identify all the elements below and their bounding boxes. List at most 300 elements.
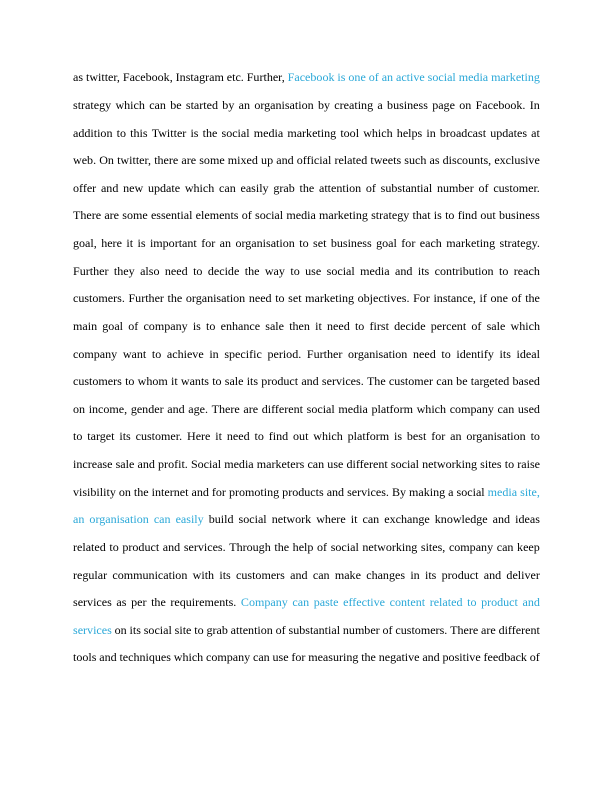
word: for bbox=[201, 236, 216, 251]
word: identify bbox=[456, 346, 494, 361]
word: social bbox=[456, 484, 485, 499]
word: to bbox=[354, 318, 365, 333]
word: product bbox=[122, 539, 160, 554]
highlighted-word: of bbox=[368, 70, 379, 85]
word: ideal bbox=[516, 346, 540, 361]
word: networking bbox=[362, 539, 418, 554]
word: also bbox=[140, 263, 160, 278]
word: company bbox=[143, 318, 188, 333]
word: sites bbox=[480, 457, 502, 472]
word: percent bbox=[430, 318, 467, 333]
word: to bbox=[498, 263, 509, 278]
highlighted-word: can bbox=[292, 595, 310, 610]
highlighted-word: and bbox=[522, 595, 540, 610]
word: of bbox=[317, 539, 328, 554]
word: which bbox=[416, 401, 447, 416]
word: if bbox=[479, 291, 487, 306]
word: and bbox=[137, 457, 155, 472]
word: Further bbox=[128, 291, 164, 306]
word: There bbox=[211, 401, 240, 416]
word: For bbox=[413, 291, 430, 306]
word: wants bbox=[180, 374, 209, 389]
word: number bbox=[342, 622, 380, 637]
word: attention bbox=[230, 622, 273, 637]
word: can bbox=[219, 180, 236, 195]
word: related bbox=[334, 153, 368, 168]
text-line bbox=[73, 92, 540, 120]
word: customer. bbox=[135, 429, 183, 444]
word: as bbox=[73, 70, 84, 85]
word: which bbox=[173, 650, 204, 665]
word: easily bbox=[240, 180, 269, 195]
highlighted-word: services bbox=[73, 622, 112, 637]
word: twitter, bbox=[85, 70, 120, 85]
text-line bbox=[73, 478, 540, 506]
text-line bbox=[73, 313, 540, 341]
word: it bbox=[315, 318, 322, 333]
highlighted-word: media bbox=[487, 484, 518, 499]
word: and bbox=[162, 539, 181, 554]
word: marketing bbox=[305, 291, 355, 306]
word: services. bbox=[347, 484, 389, 499]
word: site bbox=[174, 622, 192, 637]
word: started bbox=[185, 97, 218, 112]
word: up bbox=[261, 153, 274, 168]
word: social bbox=[330, 539, 359, 554]
word: customer bbox=[388, 374, 434, 389]
word: can bbox=[149, 97, 166, 112]
word: they bbox=[113, 263, 135, 278]
word: mixed bbox=[227, 153, 258, 168]
word: the bbox=[274, 539, 290, 554]
highlighted-word: an bbox=[73, 512, 85, 527]
word: of bbox=[382, 622, 393, 637]
word: are bbox=[104, 208, 120, 223]
highlighted-word: effective bbox=[343, 595, 386, 610]
word: Twitter bbox=[151, 125, 187, 140]
word: media bbox=[286, 208, 316, 223]
word: to bbox=[194, 622, 204, 637]
word: requirements. bbox=[170, 595, 237, 610]
word: decide bbox=[207, 263, 240, 278]
word: at bbox=[531, 125, 540, 140]
word: its bbox=[424, 567, 437, 582]
word: there bbox=[154, 153, 179, 168]
text-line bbox=[73, 368, 540, 396]
word: an bbox=[219, 236, 232, 251]
word: changes bbox=[366, 567, 406, 582]
word: use bbox=[305, 263, 322, 278]
text-line bbox=[73, 589, 540, 617]
highlighted-word: Facebook bbox=[287, 70, 335, 85]
word: then bbox=[289, 318, 310, 333]
word: set bbox=[288, 291, 302, 306]
word: On bbox=[99, 153, 114, 168]
word: etc. bbox=[226, 70, 244, 85]
word: social bbox=[326, 263, 355, 278]
word: are bbox=[181, 153, 197, 168]
word: Social bbox=[190, 457, 222, 472]
text-line bbox=[73, 230, 540, 258]
highlighted-word: to bbox=[467, 595, 477, 610]
word: need bbox=[248, 291, 272, 306]
word: product bbox=[441, 567, 479, 582]
word: creating bbox=[334, 97, 374, 112]
word: and bbox=[301, 374, 319, 389]
word: its bbox=[129, 622, 141, 637]
word: enhance bbox=[220, 318, 261, 333]
highlighted-word: related bbox=[429, 595, 463, 610]
word: exclusive bbox=[494, 153, 540, 168]
word: are bbox=[243, 401, 259, 416]
word: its bbox=[119, 429, 131, 444]
word: substantial bbox=[380, 180, 433, 195]
word: services bbox=[73, 595, 112, 610]
word: measuring bbox=[308, 650, 359, 665]
word: which bbox=[184, 180, 215, 195]
word: a bbox=[377, 97, 383, 112]
word: and bbox=[276, 153, 294, 168]
word: to bbox=[109, 539, 119, 554]
word: need bbox=[226, 429, 250, 444]
word: by bbox=[222, 97, 235, 112]
word: business bbox=[387, 97, 428, 112]
word: twitter, bbox=[117, 153, 152, 168]
word: to bbox=[290, 263, 300, 278]
word: targeted bbox=[470, 374, 510, 389]
word: deliver bbox=[506, 567, 540, 582]
word: network bbox=[271, 512, 312, 527]
word: media bbox=[338, 401, 368, 416]
word: organisation bbox=[185, 291, 246, 306]
word: some bbox=[199, 153, 225, 168]
word: tools bbox=[73, 650, 97, 665]
word: elements bbox=[195, 208, 239, 223]
word: addition bbox=[73, 125, 113, 140]
word: promoting bbox=[228, 484, 280, 499]
word: media bbox=[224, 457, 254, 472]
word: marketing bbox=[319, 208, 368, 223]
word: on bbox=[459, 97, 472, 112]
word: number bbox=[436, 180, 474, 195]
word: out bbox=[293, 429, 309, 444]
word: grab bbox=[206, 622, 228, 637]
word: the bbox=[361, 650, 376, 665]
word: here bbox=[101, 236, 122, 251]
text-line bbox=[73, 423, 540, 451]
word: to bbox=[212, 374, 222, 389]
word: strategy bbox=[73, 97, 112, 112]
word: find bbox=[268, 429, 289, 444]
word: sale bbox=[265, 318, 284, 333]
word: keep bbox=[517, 539, 540, 554]
word: platform bbox=[371, 401, 413, 416]
word: and bbox=[326, 484, 345, 499]
highlighted-word: organisation bbox=[89, 512, 149, 527]
word: of bbox=[529, 650, 540, 665]
word: and bbox=[191, 484, 209, 499]
text-line bbox=[73, 451, 540, 479]
word: company bbox=[448, 539, 494, 554]
highlighted-word: product bbox=[481, 595, 518, 610]
word: strategy. bbox=[499, 236, 540, 251]
word: offer bbox=[73, 180, 97, 195]
word: can bbox=[497, 401, 515, 416]
word: Here bbox=[187, 429, 211, 444]
word: company bbox=[206, 650, 251, 665]
word: for bbox=[291, 650, 306, 665]
word: is bbox=[192, 318, 201, 333]
word: tool bbox=[340, 125, 360, 140]
word: which bbox=[510, 318, 540, 333]
word: find bbox=[457, 208, 478, 223]
highlighted-word: paste bbox=[313, 595, 339, 610]
word: different bbox=[261, 401, 304, 416]
word: to bbox=[530, 429, 540, 444]
highlighted-word: can bbox=[153, 512, 171, 527]
word: the bbox=[133, 484, 149, 499]
word: gender bbox=[130, 401, 164, 416]
text-line bbox=[73, 617, 540, 645]
word: company bbox=[73, 346, 118, 361]
word: and bbox=[492, 512, 511, 527]
word: period. bbox=[267, 346, 302, 361]
word: profit. bbox=[158, 457, 188, 472]
text-line bbox=[73, 534, 540, 562]
word: as bbox=[429, 153, 440, 168]
text-line bbox=[73, 644, 540, 672]
word: can bbox=[436, 374, 453, 389]
word: sale bbox=[224, 374, 244, 389]
highlighted-word: active bbox=[395, 70, 425, 85]
word: essential bbox=[150, 208, 193, 223]
word: page bbox=[432, 97, 455, 112]
word: positive bbox=[442, 650, 481, 665]
word: to bbox=[275, 291, 285, 306]
word: on bbox=[114, 622, 127, 637]
word: of bbox=[275, 622, 286, 637]
word: sale bbox=[486, 318, 506, 333]
word: sites, bbox=[420, 539, 446, 554]
word: per bbox=[131, 595, 147, 610]
word: be bbox=[456, 374, 468, 389]
word: in bbox=[209, 346, 219, 361]
word: customers bbox=[73, 374, 122, 389]
word: its bbox=[219, 567, 231, 582]
word: organisation bbox=[466, 429, 526, 444]
word: out bbox=[480, 208, 496, 223]
word: raise bbox=[517, 457, 540, 472]
word: can bbox=[252, 650, 270, 665]
word: new bbox=[123, 180, 144, 195]
word: Through bbox=[229, 539, 271, 554]
word: social bbox=[238, 512, 267, 527]
word: Further, bbox=[246, 70, 285, 85]
word: can bbox=[307, 457, 325, 472]
word: on bbox=[118, 484, 131, 499]
word: different bbox=[498, 622, 540, 637]
word: to bbox=[504, 457, 515, 472]
highlighted-word: an bbox=[381, 70, 394, 85]
word: whom bbox=[137, 374, 168, 389]
word: regular bbox=[73, 567, 108, 582]
word: the bbox=[244, 263, 260, 278]
word: it bbox=[126, 236, 134, 251]
word: organisation bbox=[235, 236, 295, 251]
word: and bbox=[395, 263, 413, 278]
word: techniques bbox=[119, 650, 171, 665]
word: the bbox=[202, 125, 218, 140]
word: some bbox=[122, 208, 148, 223]
word: ideas bbox=[515, 512, 540, 527]
word: goal, bbox=[73, 236, 97, 251]
word: first bbox=[369, 318, 389, 333]
word: an bbox=[238, 97, 251, 112]
word: make bbox=[334, 567, 361, 582]
word: media bbox=[360, 263, 390, 278]
word: is bbox=[137, 236, 146, 251]
word: decide bbox=[394, 318, 426, 333]
word: of bbox=[511, 291, 522, 306]
word: to bbox=[125, 374, 135, 389]
word: and bbox=[167, 401, 185, 416]
word: visibility bbox=[73, 484, 116, 499]
word: a bbox=[448, 484, 454, 499]
word: instance, bbox=[433, 291, 476, 306]
word: grab bbox=[273, 180, 295, 195]
word: achieve bbox=[166, 346, 204, 361]
word: way bbox=[264, 263, 285, 278]
word: and bbox=[100, 180, 119, 195]
word: to bbox=[445, 208, 455, 223]
word: customer. bbox=[493, 180, 540, 195]
word: its bbox=[499, 346, 511, 361]
word: such bbox=[404, 153, 427, 168]
word: are bbox=[481, 622, 496, 637]
word: business bbox=[330, 236, 372, 251]
highlighted-word: media bbox=[458, 70, 489, 85]
word: can bbox=[312, 567, 330, 582]
word: want bbox=[122, 346, 147, 361]
word: negative bbox=[378, 650, 420, 665]
word: tweets bbox=[370, 153, 402, 168]
word: official bbox=[296, 153, 332, 168]
word: and bbox=[290, 567, 308, 582]
word: is bbox=[190, 125, 199, 140]
word: in bbox=[410, 567, 420, 582]
word: social bbox=[255, 208, 284, 223]
word: it bbox=[170, 374, 178, 389]
word: related bbox=[73, 539, 106, 554]
word: it bbox=[350, 512, 358, 527]
word: one bbox=[490, 291, 508, 306]
word: set bbox=[313, 236, 327, 251]
word: customers. bbox=[395, 622, 448, 637]
text-line bbox=[73, 396, 540, 424]
text-line bbox=[73, 119, 540, 147]
word: strategy bbox=[371, 208, 410, 223]
word: based bbox=[512, 374, 540, 389]
word: updates bbox=[490, 125, 528, 140]
word: social bbox=[306, 401, 335, 416]
word: this bbox=[130, 125, 148, 140]
word: help bbox=[292, 539, 314, 554]
word: the bbox=[167, 291, 183, 306]
word: to bbox=[206, 318, 216, 333]
word: its bbox=[246, 374, 259, 389]
word: marketers bbox=[256, 457, 305, 472]
word: best bbox=[406, 429, 427, 444]
word: Instagram bbox=[175, 70, 224, 85]
word: can bbox=[496, 539, 514, 554]
word: of bbox=[478, 180, 489, 195]
word: each bbox=[419, 236, 442, 251]
word: which bbox=[313, 429, 343, 444]
highlighted-word: Company bbox=[240, 595, 288, 610]
word: social bbox=[143, 622, 172, 637]
word: objectives. bbox=[357, 291, 410, 306]
word: Facebook, bbox=[122, 70, 173, 85]
word: in bbox=[426, 125, 436, 140]
word: it bbox=[215, 429, 222, 444]
word: organisation bbox=[254, 97, 314, 112]
word: to bbox=[299, 236, 309, 251]
word: and bbox=[422, 650, 440, 665]
highlighted-word: easily bbox=[175, 512, 204, 527]
word: of bbox=[471, 318, 482, 333]
word: organisation bbox=[348, 346, 408, 361]
word: main bbox=[73, 318, 98, 333]
word: marketing bbox=[446, 236, 496, 251]
word: need bbox=[327, 318, 350, 333]
word: broadcast bbox=[439, 125, 487, 140]
word: social bbox=[390, 457, 420, 472]
word: used bbox=[517, 401, 540, 416]
word: discounts, bbox=[442, 153, 492, 168]
word: to bbox=[151, 346, 162, 361]
word: The bbox=[366, 374, 386, 389]
word: media bbox=[253, 125, 284, 140]
word: platform bbox=[347, 429, 390, 444]
word: different bbox=[346, 457, 388, 472]
word: use bbox=[327, 457, 344, 472]
word: There bbox=[73, 208, 102, 223]
word: substantial bbox=[288, 622, 341, 637]
word: goal bbox=[102, 318, 124, 333]
word: feedback bbox=[483, 650, 527, 665]
word: exchange bbox=[384, 512, 430, 527]
word: the bbox=[151, 595, 166, 610]
word: of bbox=[365, 180, 376, 195]
word: business bbox=[498, 208, 540, 223]
word: is bbox=[393, 429, 403, 444]
word: reach bbox=[513, 263, 540, 278]
word: goal bbox=[376, 236, 397, 251]
text-line bbox=[73, 202, 540, 230]
word: be bbox=[170, 97, 182, 112]
word: product bbox=[261, 374, 299, 389]
word: to bbox=[116, 125, 126, 140]
word: services. bbox=[321, 374, 364, 389]
text-line bbox=[73, 506, 540, 534]
word: of bbox=[128, 318, 139, 333]
word: is bbox=[433, 208, 442, 223]
word: web. bbox=[73, 153, 97, 168]
word: to bbox=[254, 429, 264, 444]
word: company bbox=[449, 401, 494, 416]
word: age. bbox=[188, 401, 209, 416]
word: update bbox=[147, 180, 181, 195]
